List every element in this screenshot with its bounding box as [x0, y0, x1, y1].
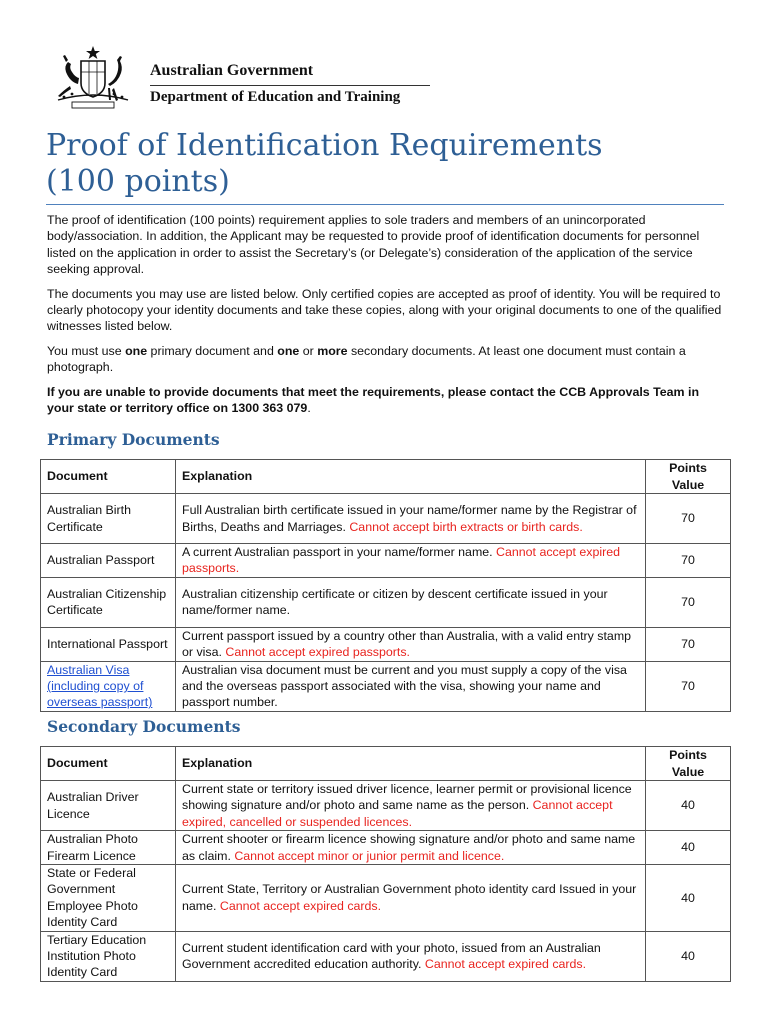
document-explanation: Current student identification card with your photo, issued from an Australian Government accredited education authority. Cannot accept expired cards.	[176, 931, 646, 981]
title-line-2: (100 points)	[46, 164, 230, 199]
points-value: 40	[646, 781, 731, 831]
points-value: 70	[646, 577, 731, 627]
header-divider	[150, 85, 430, 86]
intro-text	[47, 212, 727, 424]
warning-text: Cannot accept expired cards.	[219, 898, 382, 913]
column-header-explanation: Explanation	[176, 747, 646, 781]
document-explanation: Current shooter or firearm licence showing signature and/or photo and same name as claim. Cannot accept minor or junior permit and licence.	[176, 831, 646, 865]
primary-documents-table	[40, 459, 731, 712]
coat-of-arms-logo	[44, 44, 142, 110]
document-explanation: A current Australian passport in your name/former name. Cannot accept expired passports.	[176, 544, 646, 578]
document-name: Tertiary Education Institution Photo Identity Card	[41, 931, 176, 981]
warning-text: Cannot accept birth extracts or birth cards.	[349, 519, 583, 534]
points-value: 70	[646, 494, 731, 544]
points-value: 70	[646, 544, 731, 578]
title-line-1: Proof of Identification Requirements	[46, 128, 603, 163]
table-row	[41, 494, 731, 544]
primary-documents-heading: Primary Documents	[47, 430, 220, 449]
table-header-row	[41, 460, 731, 494]
warning-text: Cannot accept expired, cancelled or suspended licences.	[182, 798, 613, 829]
document-explanation: Current state or territory issued driver licence, learner permit or provisional licence showing signature and/or photo and same name as the person. Cannot accept expired, cancelled or suspended licences.	[176, 781, 646, 831]
intro-paragraph-3: You must use one primary document and one or more secondary documents. At least one document must contain a photograph.	[47, 343, 686, 375]
column-header-explanation: Explanation	[176, 460, 646, 494]
document-explanation: Australian citizenship certificate or citizen by descent certificate issued in your name/former name.	[176, 577, 646, 627]
column-header-points: Points Value	[646, 747, 731, 781]
warning-text: Cannot accept expired passports.	[225, 645, 410, 660]
letterhead	[44, 44, 444, 110]
points-value: 40	[646, 931, 731, 981]
document-name: Australian Citizenship Certificate	[41, 577, 176, 627]
australian-visa-link[interactable]: Australian Visa (including copy of overseas passport)	[47, 662, 153, 710]
column-header-document: Document	[41, 460, 176, 494]
points-value: 70	[646, 661, 731, 711]
table-header-row	[41, 747, 731, 781]
document-explanation: Full Australian birth certificate issued in your name/former name by the Registrar of Births, Deaths and Marriages. Cannot accept birth extracts or birth cards.	[176, 494, 646, 544]
table-row	[41, 577, 731, 627]
table-row	[41, 544, 731, 578]
document-name	[41, 661, 176, 711]
department-name: Department of Education and Training	[150, 89, 401, 105]
document-name: International Passport	[41, 627, 176, 661]
secondary-documents-table	[40, 746, 731, 982]
document-explanation: Australian visa document must be current and you must supply a copy of the visa and the overseas passport associated with the visa, showing your name and passport number.	[176, 661, 646, 711]
column-header-document: Document	[41, 747, 176, 781]
warning-text: Cannot accept expired passports.	[182, 545, 621, 576]
document-name: Australian Driver Licence	[41, 781, 176, 831]
points-value: 40	[646, 865, 731, 932]
table-row	[41, 831, 731, 865]
title-underline	[46, 204, 724, 205]
table-row	[41, 931, 731, 981]
document-name: Australian Photo Firearm Licence	[41, 831, 176, 865]
document-explanation: Current State, Territory or Australian Government photo identity card Issued in your name. Cannot accept expired cards.	[176, 865, 646, 932]
warning-text: Cannot accept expired cards.	[424, 957, 587, 972]
document-name: Australian Passport	[41, 544, 176, 578]
document-name: Australian Birth Certificate	[41, 494, 176, 544]
intro-paragraph-1: The proof of identification (100 points) requirement applies to sole traders and members of an unincorporated body/association. In addition, the Applicant may be requested to provide proof of identification documents for personnel listed on the application in order to assist the Secretary’s (or Delegate’s) consideration of the application of the service seeking approval.	[47, 213, 700, 277]
government-name: Australian Government	[150, 62, 314, 79]
table-row	[41, 781, 731, 831]
page-title	[46, 128, 726, 200]
intro-paragraph-4: If you are unable to provide documents that meet the requirements, please contact the CCB Approvals Team in your state or territory office on 1300 363 079.	[47, 384, 700, 416]
warning-text: Cannot accept minor or junior permit and licence.	[234, 848, 505, 863]
column-header-points: Points Value	[646, 460, 731, 494]
points-value: 70	[646, 627, 731, 661]
table-row	[41, 865, 731, 932]
intro-paragraph-2: The documents you may use are listed below. Only certified copies are accepted as proof of identity. You will be required to clearly photocopy your identity documents and take these copies, along with your original documents to one of the qualified witnesses listed below.	[47, 286, 722, 334]
table-row	[41, 661, 731, 711]
document-name: State or Federal Government Employee Photo Identity Card	[41, 865, 176, 932]
table-row	[41, 627, 731, 661]
document-explanation: Current passport issued by a country other than Australia, with a valid entry stamp or visa. Cannot accept expired passports.	[176, 627, 646, 661]
points-value: 40	[646, 831, 731, 865]
secondary-documents-heading: Secondary Documents	[47, 717, 241, 736]
